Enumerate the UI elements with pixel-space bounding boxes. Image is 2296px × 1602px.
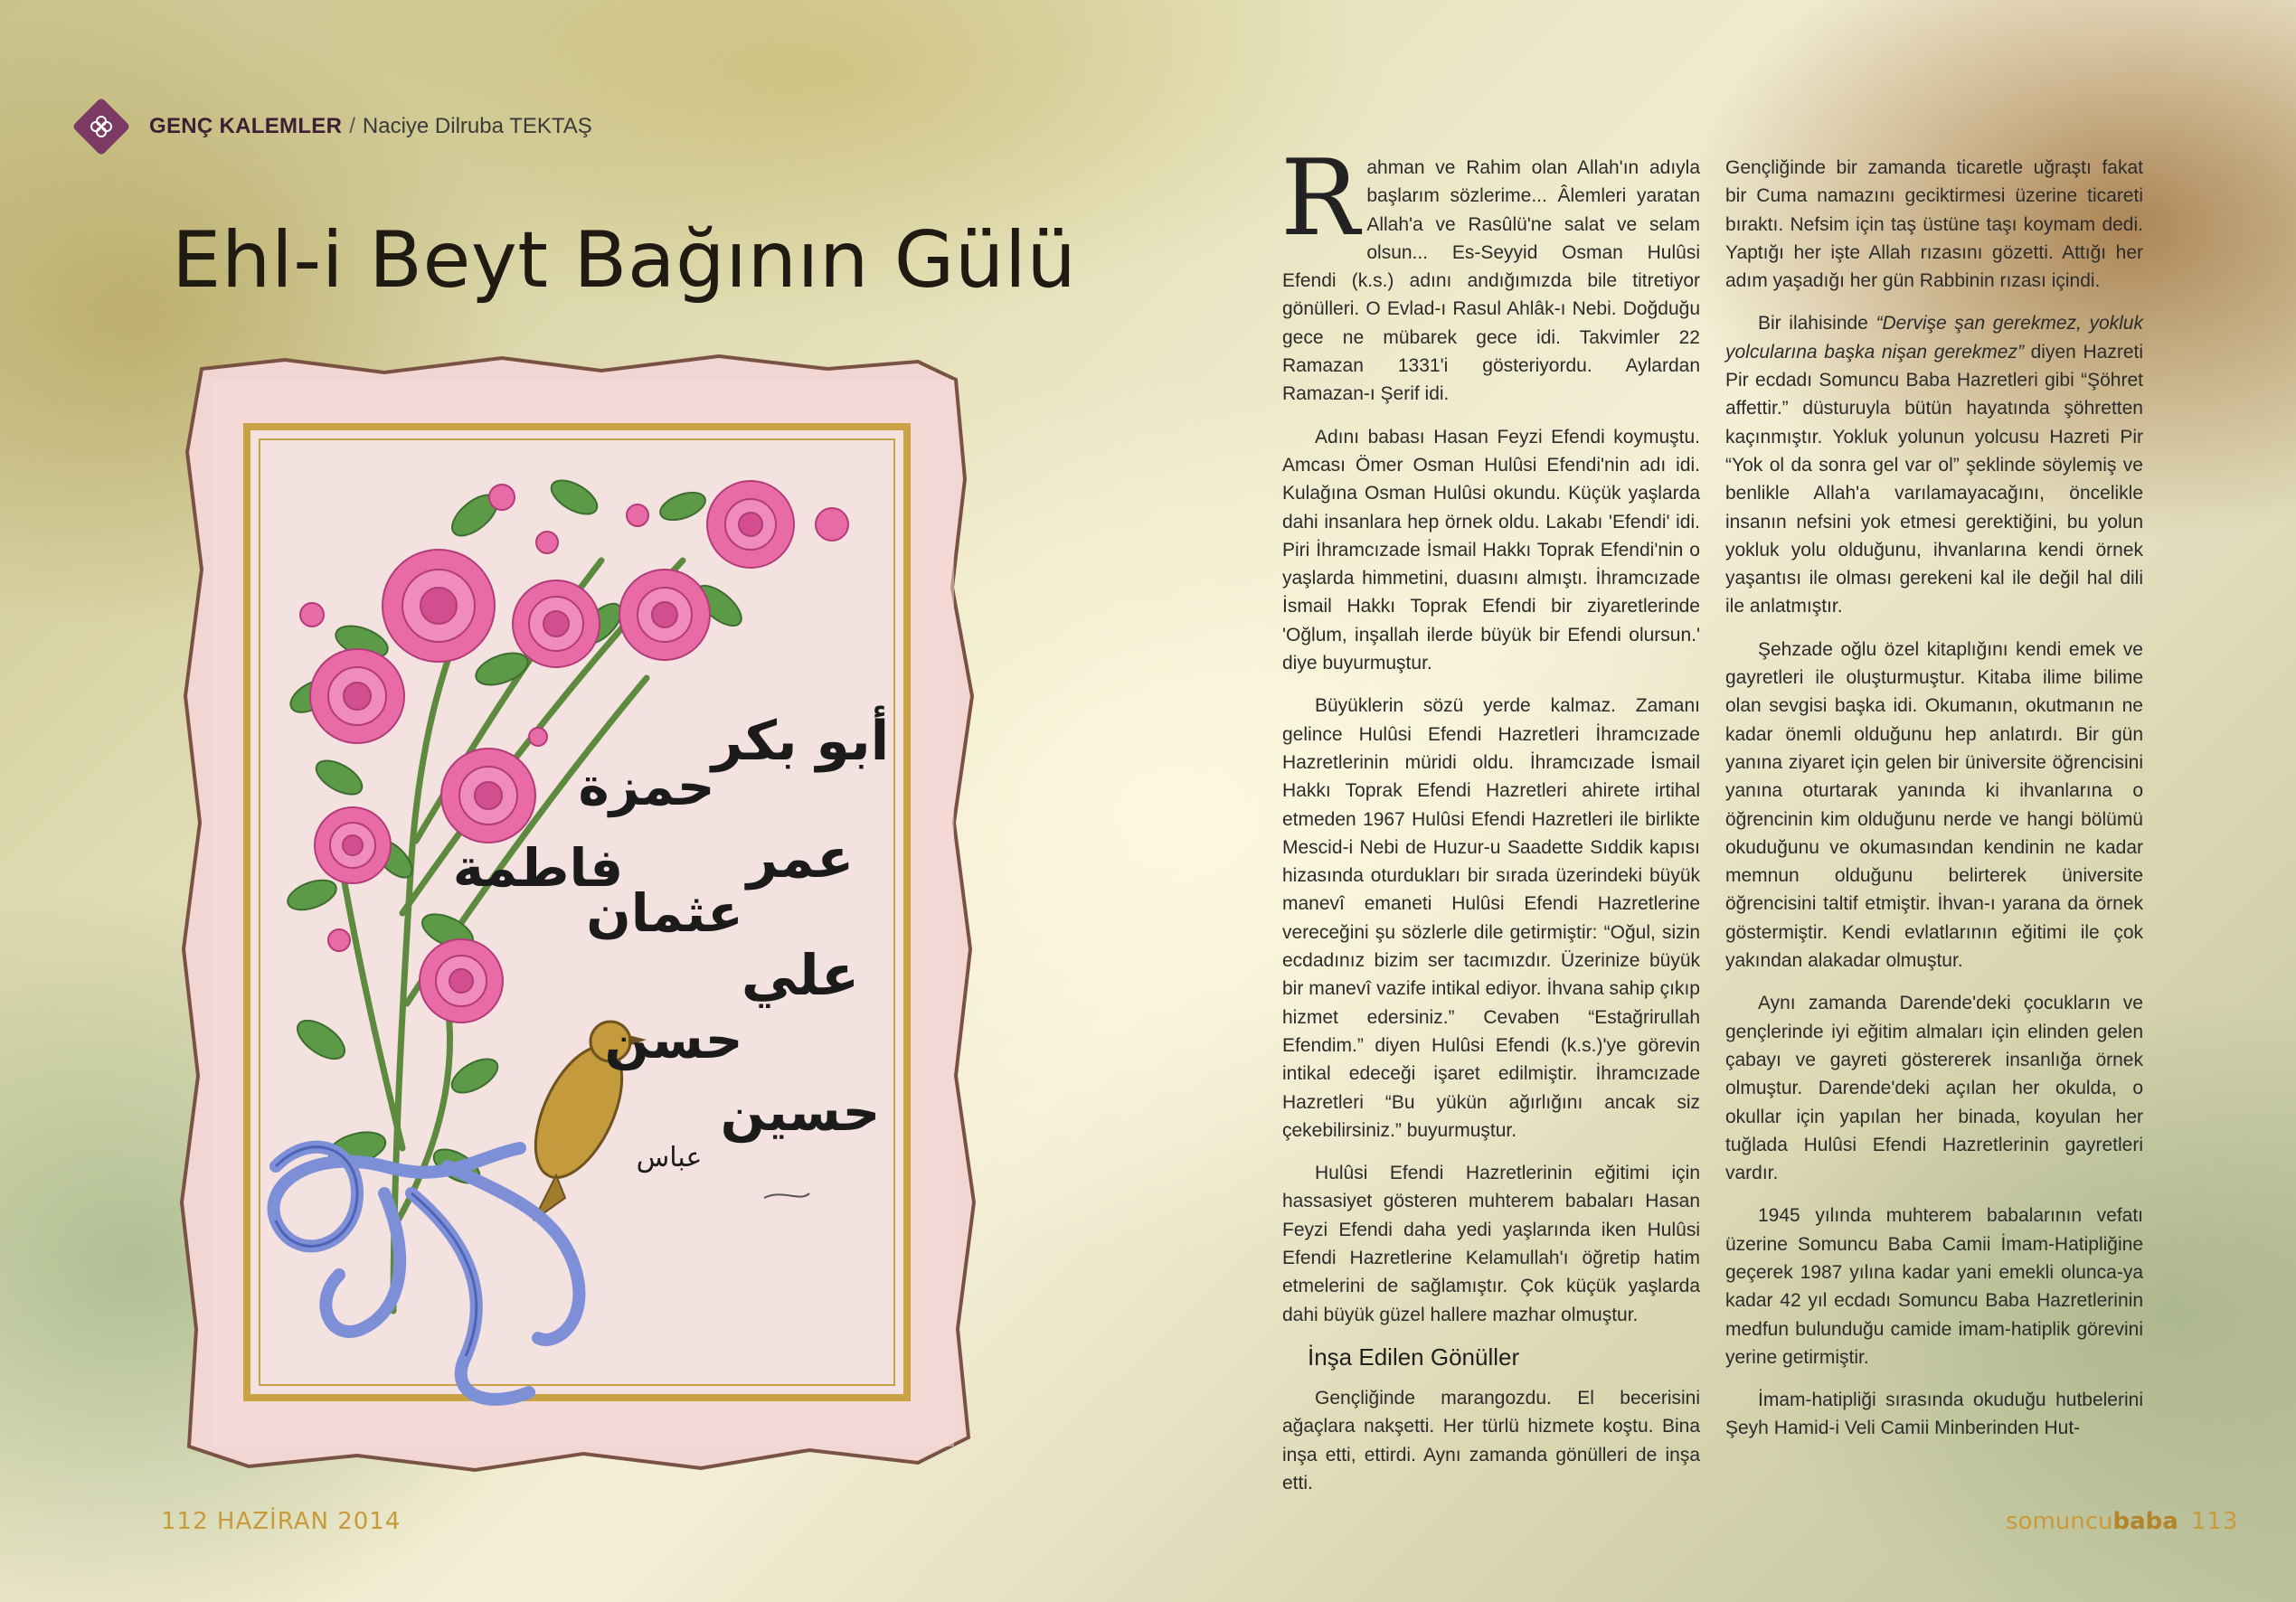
footer-right-page-info xyxy=(2006,1508,2238,1535)
brand-light: somuncu xyxy=(2006,1508,2113,1535)
paragraph: Şehzade oğlu özel kitaplığını kendi emek ve gayretleri ile oluşturmuştur. Kitaba ilime bilime olan sevgisi başka idi. Okumanın, okutmanın ne kadar önemli olduğunu hep anlatırdı. Bir gün yanına ziyaret için gelen bir üniversite öğrencisini yanına oturtarak yanında ki ihvanlarına o öğrencinin kim olduğunu nerde ve hangi bölümü okuduğunu ve okumasından kendinin ne kadar memnun olduğunu belirterek üniversite öğrencisini taltif etmiştir. İhvan-ı yarana da örnek göstermiştir. Kendi evlatlarının eğitimi ile çok yakından alakadar olmuştur. xyxy=(1725,638,2143,972)
paragraph-text: diyen Hazreti Pir ecdadı Somuncu Baba Hazretleri gibi “Şöhret affettir.” düsturuyla bütün hayatında şöhretten kaçınmıştır. Yokluk yolunun yolcusu Hazreti Pir “Yok ol da sonra gel var ol” şeklinde söylemiş ve benlikle Allah'a varılamayacağını, öncelikle insanın nefsini yok etmesi gerektiğini, bu yolun yokluk yolu olduğunu, ihvanlarına kendi örnek yaşantısı ile olması gerekeni kal ile değil hal dili ile anlatmıştır. xyxy=(1725,341,2144,617)
page-number: 113 xyxy=(2190,1508,2239,1535)
paragraph xyxy=(1280,137,1700,409)
quote-text: “Dervişe şan gerekmez, yokluk yolcularına başka nişan gerekmez” xyxy=(1725,313,2143,363)
calligraphy-name-2: حمزة xyxy=(578,756,715,817)
calligraphy-name-4: فاطمة xyxy=(452,837,624,899)
header-separator: / xyxy=(349,114,355,138)
footer-left-page-info: 112 HAZİRAN 2014 xyxy=(161,1508,402,1535)
paragraph-text: ahman ve Rahim olan Allah'ın adıyla başlarım sözlerime... Âlemleri yaratan Allah'a ve Rasûlü'ne salat ve selam olsun... Es-Seyyid Osman Hulûsi Efendi (k.s.) adını andığımızda bile titretiyor gönülleri. O Evlad-ı Rasul Ahlâk-ı Nebi. Doğduğu gece ne mübarek gece idi. Takvimler 22 Ramazan 1331'i gösteriyordu. Aylardan Ramazan-ı Şerif idi. xyxy=(1282,157,1700,405)
calligraphy-rose-artwork-icon xyxy=(176,353,986,1474)
magazine-brand xyxy=(2006,1508,2178,1535)
paragraph xyxy=(1725,309,2143,620)
drop-cap: R xyxy=(1280,137,1360,259)
paragraph: Adını babası Hasan Feyzi Efendi koymuştu. Amcası Ömer Osman Hulûsi Efendi'nin adı idi. Kulağına Osman Hulûsi okundu. Küçük yaşlarda dahi insanlara hep örnek oldu. Lakabı 'Efendi' idi. Piri İhramcızade İsmail Hakkı Toprak Efendi'nin o yaşlarda himmetini, duasını almıştı. İhramcızade İsmail Hakkı Toprak Efendi bir ziyaretlerinde 'Oğlum, inşallah ilerde büyük bir Efendi olursun.' diye buyurmuştur. xyxy=(1282,426,1700,674)
section-badge-icon xyxy=(71,97,130,155)
section-label: GENÇ KALEMLER xyxy=(149,114,343,138)
brand-bold: baba xyxy=(2112,1508,2178,1535)
article-column-1 xyxy=(1280,137,1700,1512)
paragraph: Büyüklerin sözü yerde kalmaz. Zamanı gelince Hulûsi Efendi Hazretleri İhramcızade Hazretlerinin müridi oldu. İhramcızade İsmail Hakkı Toprak Efendi Hazretleri ahirete irtihal etmeden 1967 Hulûsi Efendi Hazretleri ile birlikte Mescid-i Nebi de Huzur-u Saadette Sıddik kapısı hizasında oturdukları bir sırada üzerindeki büyük manevî emaneti Hulûsi Efendi Hazretlerine vereceğini şu sözlerle dile getirmiştir: “Oğul, sizin ecdadınız bizim ser tacımızdır. Üzerinize büyük bir manevî vazife intikal ediyor. İhvana sahip çıkıp hizmet edersiniz.” Cevaben “Estağrirullah Efendim.” diyen Hulûsi Efendi (k.s.)'ye görevin intikal edeceği işaret edilmiştir. İhramcızade Hazretleri “Bu yükün ağırlığını ancak siz çekebilirsiniz.” buyurmuştur. xyxy=(1282,695,1700,1141)
paragraph-text: Bir ilahisinde xyxy=(1758,313,1876,335)
subheading: İnşa Edilen Gönüller xyxy=(1308,1343,1520,1371)
calligraphy-name-5: عثمان xyxy=(586,882,743,944)
section-header xyxy=(77,96,592,157)
paragraph: 1945 yılında muhterem babalarının vefatı üzerine Somuncu Baba Camii İmam-Hatipliğine geçerek 1987 yılına kadar yani emekli olunca-ya kadar 42 yıl ecdadı Somuncu Baba Hazretlerinin medfun bulunduğu camide imam-hatiplik görevini yerine getirmiştir. xyxy=(1725,1205,2143,1368)
calligraphy-name-9: عباس xyxy=(636,1142,703,1173)
article-column-2 xyxy=(1725,154,2143,1457)
calligraphy-name-1: أبو بكر xyxy=(711,710,890,773)
calligraphy-name-3: عمر xyxy=(746,827,855,891)
paragraph: Gençliğinde marangozdu. El becerisini ağaçlara nakşetti. Her türlü hizmete koştu. Bina inşa etti, ettirdi. Aynı zamanda gönülleri de inşa etti. xyxy=(1282,1388,1700,1494)
author-name: Naciye Dilruba TEKTAŞ xyxy=(362,114,592,138)
calligraphy-name-8: حسين xyxy=(720,1081,881,1143)
paragraph: Aynı zamanda Darende'deki çocukların ve gençlerinde iyi eğitim almaları için elinden gelen çabayı ve gayreti göstererek insanlığa örnek olmuştur. Darende'deki açılan her okulda, o okullar için yapılan her binada, koyulan her tuğlada Hulûsi Efendi Hazretlerinin gayretleri vardır. xyxy=(1725,993,2143,1184)
article-title: Ehl-i Beyt Bağının Gülü xyxy=(172,215,1077,306)
paragraph: İmam-hatipliği sırasında okuduğu hutbelerini Şeyh Hamid-i Veli Camii Minberinden Hut- xyxy=(1725,1390,2143,1439)
calligraphy-name-6: علي xyxy=(741,942,860,1008)
paragraph: Hulûsi Efendi Hazretlerinin eğitimi için hassasiyet gösteren muhterem babaları Hasan Feyzi Efendi daha yedi yaşlarında iken Hulûsi Efendi Hazretlerine Kelamullah'ı öğretip hatim etmelerini de sağlamıştır. Çok küçük yaşlarda dahi büyük güzel hallere mazhar olmuştur. xyxy=(1282,1163,1700,1325)
calligraphy-name-7: حسن xyxy=(604,1009,743,1070)
paragraph: Gençliğinde bir zamanda ticaretle uğraştı fakat bir Cuma namazını geciktirmesi üzerine ticareti bıraktı. Nefsim için taş üstüne taşı koymam dedi. Yaptığı her işte Allah rızasını gözetti. Attığı her adım yaşadığı her gün Rabbinin rızası içindi. xyxy=(1725,157,2143,292)
